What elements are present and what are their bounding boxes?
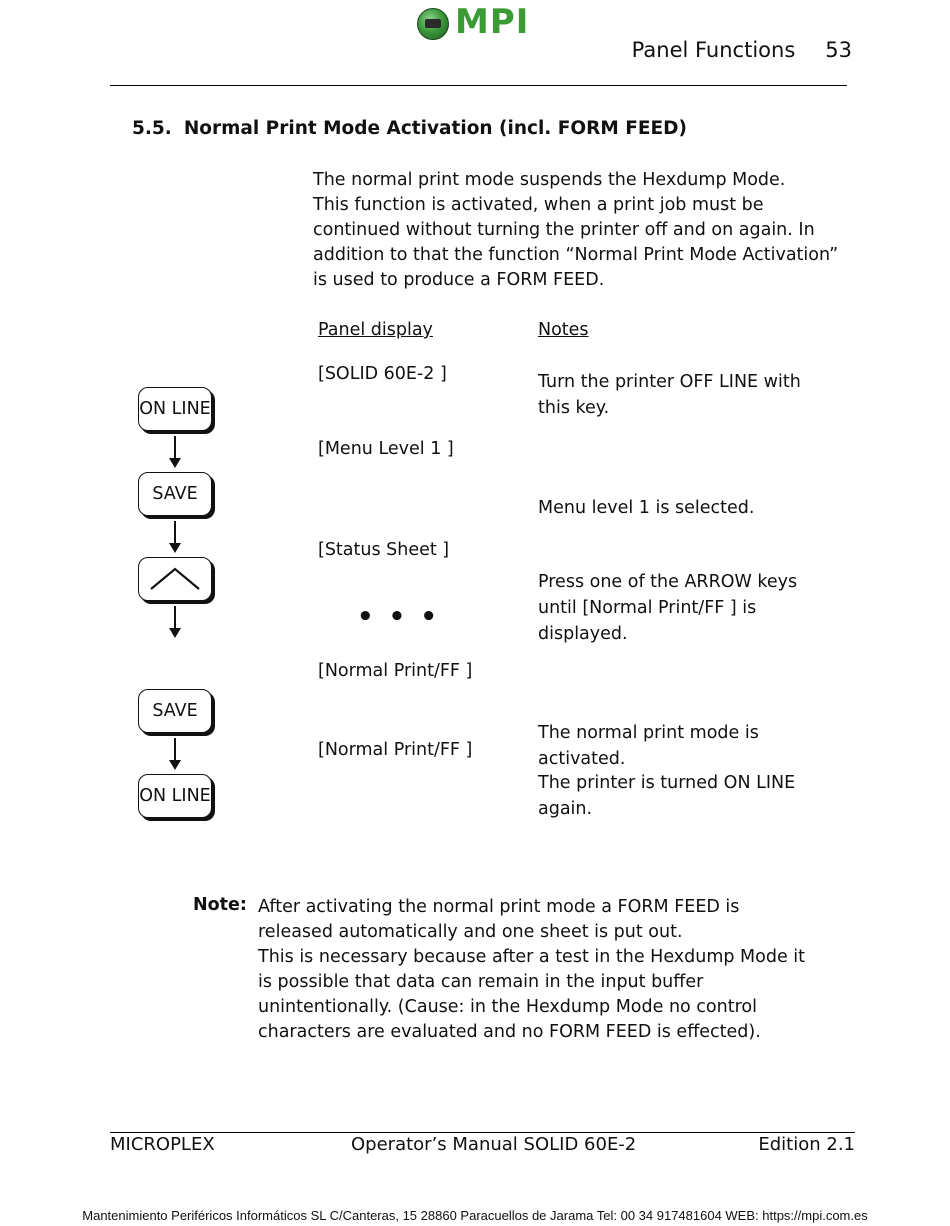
note-paragraph: After activating the normal print mode a FORM FEED is released automatically and one sheet is put out. xyxy=(258,897,740,942)
section-number: 5.5. xyxy=(132,118,172,139)
panel-display-value: [Normal Print/FF ] xyxy=(318,740,473,760)
online-key xyxy=(138,387,212,431)
save-key-label: SAVE xyxy=(152,484,198,504)
footer-center: Operator’s Manual SOLID 60E-2 xyxy=(351,1134,637,1155)
header-rule xyxy=(110,85,847,86)
panel-display-value: [Menu Level 1 ] xyxy=(318,439,454,459)
up-arrow-icon xyxy=(147,565,203,593)
arrow-down-icon xyxy=(174,521,176,551)
running-header xyxy=(632,38,852,62)
panel-display-header: Panel display xyxy=(318,320,433,340)
printer-logo-icon xyxy=(417,8,449,40)
footer-rule xyxy=(110,1132,855,1133)
footer-left: MICROPLEX xyxy=(110,1134,215,1155)
note-body xyxy=(258,895,838,1045)
step-note: Turn the printer OFF LINE with this key. xyxy=(538,372,801,418)
save-key xyxy=(138,689,212,733)
panel-display-value: [SOLID 60E-2 ] xyxy=(318,364,447,384)
save-key xyxy=(138,472,212,516)
intro-paragraph: This function is activated, when a print job must be continued without turning the printer off and on again. In addition to that the function “Normal Print Mode Activation” is used to produce a FORM FEED. xyxy=(313,195,839,290)
notes-header: Notes xyxy=(538,320,589,340)
step-note: The printer is turned ON LINE again. xyxy=(538,773,796,819)
section-title xyxy=(132,118,687,139)
page-number: 53 xyxy=(825,38,852,62)
panel-display-value: [Normal Print/FF ] xyxy=(318,661,473,681)
intro-paragraph: The normal print mode suspends the Hexdump Mode. xyxy=(313,170,786,190)
ellipsis: • • • xyxy=(357,602,440,632)
logo-text: MPI xyxy=(455,2,530,42)
panel-display-value: [Status Sheet ] xyxy=(318,540,450,560)
arrow-down-icon xyxy=(174,436,176,466)
online-key-label: ON LINE xyxy=(139,399,211,419)
arrow-down-icon xyxy=(174,738,176,768)
footer-right: Edition 2.1 xyxy=(758,1134,855,1155)
save-key-label: SAVE xyxy=(152,701,198,721)
online-key xyxy=(138,774,212,818)
step-note: Menu level 1 is selected. xyxy=(538,498,755,518)
note-label: Note: xyxy=(193,895,247,915)
note-paragraph: This is necessary because after a test in the Hexdump Mode it is possible that data can remain in the input buffer unintentionally. (Cause: in the Hexdump Mode no control characters are evaluated and no FORM FEED is effected). xyxy=(258,947,806,1042)
up-arrow-key xyxy=(138,557,212,601)
mpi-logo xyxy=(417,2,537,42)
section-name: Panel Functions xyxy=(631,38,796,62)
intro-text xyxy=(313,168,873,293)
step-note: The normal print mode is activated. xyxy=(538,723,759,769)
step-note: Press one of the ARROW keys until [Normal Print/FF ] is displayed. xyxy=(538,572,798,644)
section-heading: Normal Print Mode Activation (incl. FORM FEED) xyxy=(183,118,687,139)
arrow-down-icon xyxy=(174,606,176,636)
company-address-line: Mantenimiento Periféricos Informáticos SL C/Canteras, 15 28860 Paracuellos de Jarama Tel: 00 34 917481604 WEB: https://mpi.com.es xyxy=(82,1208,868,1223)
online-key-label: ON LINE xyxy=(139,786,211,806)
